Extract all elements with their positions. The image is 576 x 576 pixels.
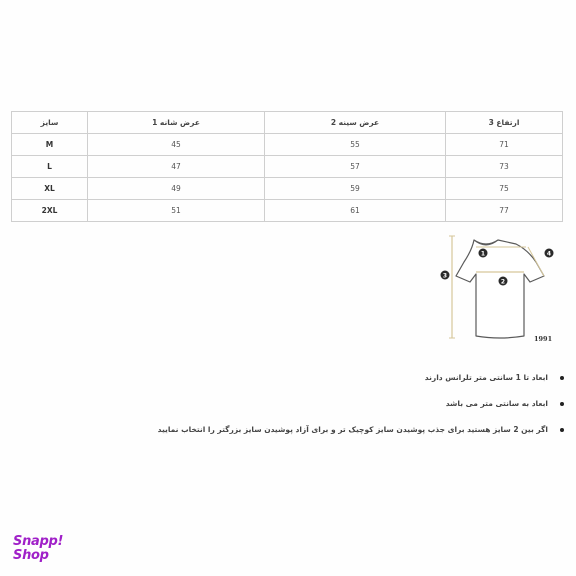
row-height: 71 <box>446 134 563 156</box>
bullet-icon <box>560 402 564 406</box>
size-table <box>11 111 563 222</box>
size-notes <box>64 372 564 450</box>
row-shoulder: 49 <box>88 178 265 200</box>
svg-text:1: 1 <box>480 250 486 258</box>
marker-1 <box>479 249 488 258</box>
row-chest: 57 <box>265 156 446 178</box>
table-row <box>12 178 563 200</box>
svg-text:4: 4 <box>546 250 552 258</box>
svg-text:3: 3 <box>442 272 448 280</box>
row-height: 73 <box>446 156 563 178</box>
row-chest: 59 <box>265 178 446 200</box>
tshirt-measurement-diagram <box>436 232 556 344</box>
logo-line-1: Snapp! <box>13 534 64 549</box>
row-size: M <box>12 134 88 156</box>
list-item <box>64 398 564 410</box>
row-height: 77 <box>446 200 563 222</box>
bullet-icon <box>560 428 564 432</box>
logo-line-2: Shop <box>13 548 49 563</box>
tshirt-icon <box>456 240 544 338</box>
table-row <box>12 200 563 222</box>
row-chest: 55 <box>265 134 446 156</box>
marker-4 <box>545 249 554 258</box>
svg-text:2: 2 <box>500 278 506 286</box>
note-text: ابعاد به سانتی متر می باشد <box>445 399 548 408</box>
table-header-row <box>12 112 563 134</box>
header-chest-width: عرض سینه 2 <box>265 112 446 134</box>
row-shoulder: 51 <box>88 200 265 222</box>
marker-2 <box>499 277 508 286</box>
header-shoulder-width: عرض شانه 1 <box>88 112 265 134</box>
brand-mark: 1991 <box>534 335 553 343</box>
header-height: ارتفاع 3 <box>446 112 563 134</box>
row-shoulder: 45 <box>88 134 265 156</box>
snappshop-logo <box>13 535 73 563</box>
list-item <box>64 424 564 436</box>
row-size: 2XL <box>12 200 88 222</box>
row-chest: 61 <box>265 200 446 222</box>
marker-3 <box>441 271 450 280</box>
bullet-icon <box>560 376 564 380</box>
table-row <box>12 134 563 156</box>
note-text: ابعاد تا 1 سانتی متر تلرانس دارند <box>424 373 548 382</box>
row-size: XL <box>12 178 88 200</box>
note-text: اگر بین 2 سایز هستید برای جذب پوشیدن سایز کوچیک تر و برای آزاد پوشیدن سایز بزرگتر را انتخاب نمایید <box>157 425 548 434</box>
table-row <box>12 156 563 178</box>
row-size: L <box>12 156 88 178</box>
list-item <box>64 372 564 384</box>
row-shoulder: 47 <box>88 156 265 178</box>
row-height: 75 <box>446 178 563 200</box>
header-size: سایز <box>12 112 88 134</box>
